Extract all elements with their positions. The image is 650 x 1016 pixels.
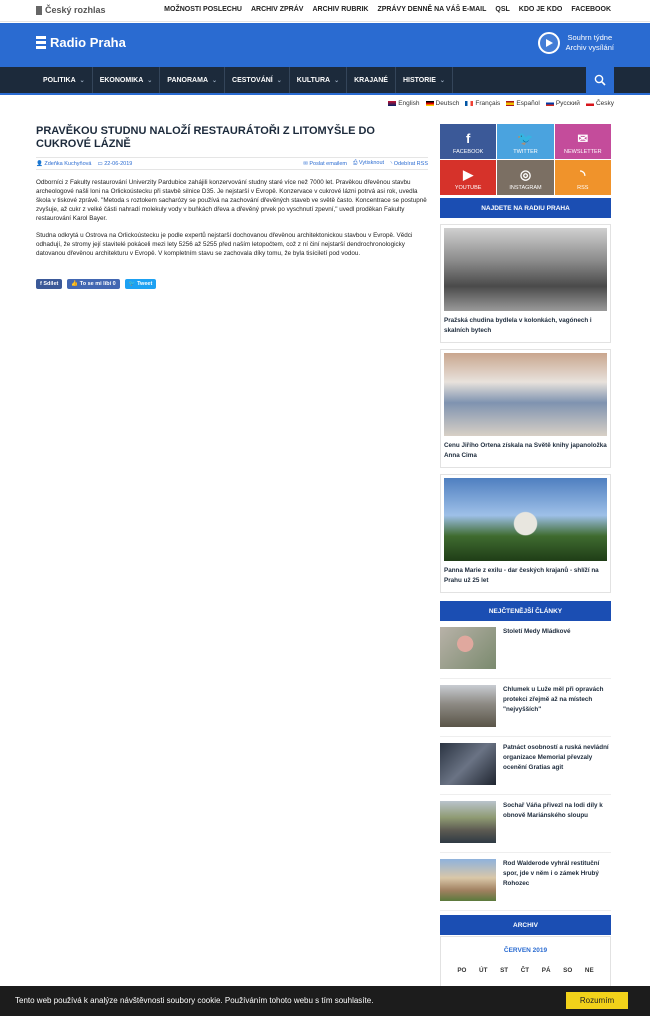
chevron-down-icon: ⌄ (334, 77, 340, 84)
card-caption[interactable]: Pražská chudina bydlela v kolonkách, vagónech i skalních bytech (444, 317, 592, 334)
rss-icon: ◝ (580, 167, 586, 182)
flag-ru-icon (546, 101, 554, 106)
tweet-label: Tweet (137, 281, 153, 287)
lang-czech[interactable] (586, 100, 614, 107)
flag-cz-icon (586, 101, 594, 106)
article-body (36, 178, 428, 258)
search-button[interactable] (586, 67, 614, 93)
nav-label: KRAJANÉ (354, 76, 388, 84)
popular-article[interactable] (440, 685, 611, 737)
play-icon[interactable] (538, 32, 560, 54)
lang-label: Česky (595, 100, 614, 107)
social-label: RSS (577, 185, 589, 191)
nav-item-ekonomika[interactable] (93, 67, 161, 93)
weekday-label: PÁ (541, 967, 551, 974)
article-meta (36, 157, 428, 170)
top-link[interactable]: ARCHIV ZPRÁV (250, 6, 304, 13)
calendar-weekdays (441, 967, 610, 974)
nav-label: KULTURA (296, 76, 331, 84)
broadcast-archive-link[interactable]: Archiv vysílání (565, 43, 614, 52)
lang-russian[interactable] (546, 100, 580, 107)
feature-card[interactable] (440, 474, 611, 593)
popular-header: NEJČTENĚJŠÍ ČLÁNKY (440, 601, 611, 621)
article-thumbnail[interactable] (440, 859, 496, 901)
top-links (164, 6, 611, 13)
article-link[interactable]: Rod Walderode vyhrál restituční spor, jde v něm i o zámek Hrubý Rohozec (503, 860, 600, 887)
flag-uk-icon (388, 101, 396, 106)
article-paragraph: Studna odkrytá u Ostrova na Orlickoústecku je podle expertů nejstarší dochovanou dřevěnou architektonickou stavbou v Evropě. Vědci odhadují, že stromy její stavitelé pokáceli mezi lety 5256 až 5255 před naším letopočtem, což z ní činí nejstarší dendrochronologicky datovanou dřevěnou architekturu v Evropě. V kompletním stavu se zachovala díky tomu, že byla tisíciletí pod vodou. (36, 232, 413, 257)
listen-text[interactable] (566, 33, 614, 53)
article-link[interactable]: Století Medy Mládkové (503, 628, 571, 635)
weekday-label: ÚT (479, 967, 488, 974)
social-links (440, 124, 611, 195)
lang-english[interactable] (388, 100, 419, 107)
chevron-down-icon: ⌄ (276, 77, 282, 84)
article-title: PRAVĚKOU STUDNU NALOŽÍ RESTAURÁTOŘI Z LITOMYŠLE DO CUKROVÉ LÁZNĚ (36, 125, 375, 150)
weekday-label: NE (584, 967, 594, 974)
youtube-icon: ▶ (463, 167, 474, 182)
share-label: Sdílet (43, 281, 59, 287)
chevron-down-icon: ⌄ (439, 77, 445, 84)
top-bar (0, 0, 650, 22)
site-header (0, 23, 650, 67)
top-link[interactable]: ZPRÁVY DENNĚ NA VÁŠ E-MAIL (377, 6, 487, 13)
top-link[interactable]: ARCHIV RUBRIK (312, 6, 369, 13)
chevron-down-icon: ⌄ (212, 77, 218, 84)
email-link[interactable]: ✉ Poslat emailem (303, 160, 347, 167)
nav-item-panorama[interactable] (160, 67, 225, 93)
flag-fr-icon (465, 101, 473, 106)
chevron-down-icon: ⌄ (79, 77, 85, 84)
social-instagram[interactable] (497, 160, 553, 195)
article-date: ▭ 22-06-2019 (97, 160, 133, 167)
cookie-banner (0, 986, 650, 1016)
article-thumbnail[interactable] (440, 627, 496, 669)
social-twitter[interactable] (497, 124, 553, 159)
nav-item-kultura[interactable] (290, 67, 347, 93)
popular-article[interactable] (440, 743, 611, 795)
facebook-share-button[interactable]: f Sdílet (36, 279, 62, 289)
listen-widget[interactable] (538, 32, 614, 54)
find-header: NAJDETE NA RADIU PRAHA (440, 198, 611, 218)
nav-label: CESTOVÁNÍ (232, 76, 273, 84)
author-name: Zdeňka Kuchyňová (44, 160, 92, 167)
archive-header: ARCHIV (440, 915, 611, 935)
radio-praha-logo-icon (36, 36, 46, 49)
tweet-button[interactable]: 🐦 Tweet (125, 279, 157, 289)
popular-article[interactable] (440, 801, 611, 853)
article-thumbnail[interactable] (440, 801, 496, 843)
author-link[interactable]: 👤 Zdeňka Kuchyňová (36, 160, 92, 167)
article-link[interactable]: Chlumek u Luže měl při opravách protekci zřejmě až na místech "nejvyšších" (503, 686, 604, 713)
top-link[interactable]: QSL (495, 6, 510, 13)
card-image[interactable] (444, 353, 607, 436)
popular-article[interactable] (440, 859, 611, 911)
feature-card[interactable] (440, 349, 611, 468)
article-thumbnail[interactable] (440, 685, 496, 727)
article-link[interactable]: Patnáct osobností a ruská nevládní organizace Memorial převzaly ocenění Gratias agit (503, 744, 609, 771)
share-buttons (36, 279, 428, 289)
twitter-icon: 🐦 (517, 131, 534, 146)
popular-article[interactable] (440, 627, 611, 679)
lang-deutsch[interactable] (426, 100, 460, 107)
nav-label: HISTORIE (402, 76, 436, 84)
weekday-label: SO (563, 967, 573, 974)
calendar-month[interactable]: ČERVEN 2019 (503, 947, 548, 954)
nav-item-politika[interactable] (36, 67, 93, 93)
flag-de-icon (426, 101, 434, 106)
cr-logo-icon (36, 6, 42, 15)
social-youtube[interactable] (440, 160, 496, 195)
social-label: FACEBOOK (453, 149, 484, 155)
card-image[interactable] (444, 478, 607, 561)
weekday-label: ST (500, 967, 509, 974)
like-label: To se mi líbí 0 (79, 281, 116, 287)
feature-card[interactable] (440, 224, 611, 343)
facebook-icon: f (465, 131, 471, 146)
lang-label: Español (516, 100, 540, 107)
lang-label: English (398, 100, 420, 107)
social-facebook[interactable] (440, 124, 496, 159)
card-caption[interactable]: Cenu Jiřího Ortena získala na Světě knihy japanoložka Anna Cima (444, 442, 607, 459)
print-label: Vytisknout (358, 160, 385, 166)
radio-praha-logo[interactable] (36, 35, 126, 50)
card-caption[interactable]: Panna Marie z exilu - dar českých krajanů - shlíží na Prahu už 25 let (444, 567, 599, 584)
nav-item-cestovani[interactable] (225, 67, 290, 93)
nav-item-historie[interactable] (396, 67, 453, 93)
nav-label: PANORAMA (167, 76, 208, 84)
nav-label: EKONOMIKA (99, 76, 144, 84)
social-newsletter[interactable] (555, 124, 611, 159)
cesky-rozhlas-logo[interactable] (36, 5, 106, 15)
cookie-message: Tento web používá k analýze návštěvnosti soubory cookie. Používáním tohoto webu s tím souhlasíte. (15, 996, 374, 1005)
nav-label: POLITIKA (43, 76, 76, 84)
article (36, 125, 428, 289)
rss-link[interactable]: ◝ Odebírat RSS (390, 160, 428, 167)
search-icon (594, 74, 606, 86)
top-link[interactable]: MOŽNOSTI POSLECHU (164, 6, 242, 13)
radio-praha-logo-text: Radio Praha (50, 35, 126, 50)
facebook-like-button[interactable]: 👍 To se mi líbí 0 (67, 279, 119, 289)
print-link[interactable]: ⎙ Vytisknout (352, 160, 385, 166)
email-label: Poslat emailem (309, 160, 347, 167)
card-image[interactable] (444, 228, 607, 311)
flag-es-icon (506, 101, 514, 106)
chevron-down-icon: ⌄ (147, 77, 153, 84)
cookie-accept-button[interactable]: Rozumím (566, 992, 628, 1009)
sidebar (440, 124, 611, 996)
top-link[interactable]: FACEBOOK (571, 6, 611, 13)
social-label: TWITTER (513, 149, 538, 155)
date-value: 22-06-2019 (104, 160, 133, 167)
top-link[interactable]: KDO JE KDO (518, 6, 563, 13)
social-label: NEWSLETTER (564, 149, 602, 155)
instagram-icon: ◎ (519, 167, 532, 182)
article-link[interactable]: Sochař Váňa přivezl na lodi díly k obnově Mariánského sloupu (503, 802, 603, 819)
lang-label: Deutsch (435, 100, 460, 107)
social-label: YOUTUBE (454, 185, 482, 191)
social-rss[interactable] (555, 160, 611, 195)
lang-francais[interactable] (465, 100, 500, 107)
lang-label: Русский (555, 100, 580, 107)
main-nav (0, 67, 650, 95)
social-label: INSTAGRAM (509, 185, 542, 191)
rss-label: Odebírat RSS (393, 160, 428, 167)
article-paragraph: Odborníci z Fakulty restaurování Univerzity Pardubice zahájili konzervování studny staré více než 7000 let. Pravěkou dřevěnou stavbu archeologové našli loni na Orlickoústecku při stavbě silnice D35. Je nejstarší v Evropě. Konzervace v cukrové lázni potrvá asi rok, uvedla škola v tiskové zprávě. "Metoda s roztokem sacharózy se používá na zachování dřevěných staveb ve světě často. Koncentrace se postupně zvyšuje, až cukr z velké části nahradí molekuly vody v buňkách dřeva a dřevěný prvek po vyschnutí zpevní," uvedl proděkan Fakulty restaurování Karol Bayer. (36, 179, 427, 222)
weekly-summary-link[interactable]: Souhrn týdne (567, 33, 613, 42)
cr-logo-text: Český rozhlas (45, 5, 106, 15)
lang-espanol[interactable] (506, 100, 540, 107)
mail-icon: ✉ (577, 131, 589, 146)
weekday-label: ČT (520, 967, 530, 974)
weekday-label: PO (457, 967, 467, 974)
nav-item-krajane[interactable] (347, 67, 396, 93)
article-thumbnail[interactable] (440, 743, 496, 785)
language-switcher (388, 100, 614, 107)
lang-label: Français (475, 100, 501, 107)
